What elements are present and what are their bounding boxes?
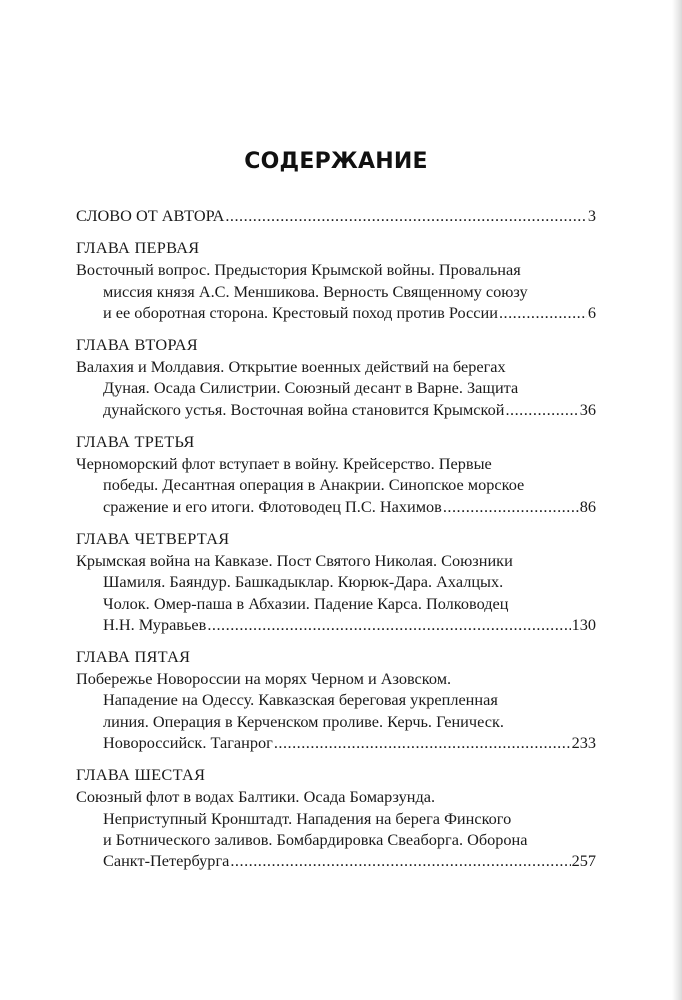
toc-chapter bbox=[76, 528, 596, 635]
chapter-description-line: Дуная. Осада Силистрии. Союзный десант в Варне. Защита bbox=[103, 378, 519, 398]
toc-entry-intro bbox=[76, 205, 596, 226]
chapter-description-line: Н.Н. Муравьев bbox=[103, 614, 207, 634]
table-of-contents bbox=[76, 205, 596, 872]
toc-page-number: 233 bbox=[571, 733, 596, 753]
chapter-description-line: Крымская война на Кавказе. Пост Святого Николая. Союзники bbox=[76, 550, 513, 570]
chapter-description-line: Санкт-Петербурга bbox=[103, 851, 230, 871]
chapter-heading: ГЛАВА ШЕСТАЯ bbox=[76, 765, 206, 785]
chapter-description-line: Шамиля. Баяндур. Башкадыклар. Кюрюк-Дара. Ахалцых. bbox=[103, 572, 504, 592]
chapter-last-line bbox=[76, 850, 596, 871]
toc-page-number: 36 bbox=[579, 399, 596, 419]
chapter-description-line: миссия князя А.С. Меншикова. Верность Священному союзу bbox=[103, 281, 528, 301]
chapter-description-line: Неприступный Кронштадт. Нападения на берега Финского bbox=[103, 808, 512, 828]
chapter-heading: ГЛАВА ВТОРАЯ bbox=[76, 335, 198, 355]
toc-page-number: 86 bbox=[579, 496, 596, 516]
chapter-heading: ГЛАВА ЧЕТВЕРТАЯ bbox=[76, 528, 230, 548]
dot-leader bbox=[505, 399, 578, 420]
chapter-description-line: Новороссийск. Таганрог bbox=[103, 733, 273, 753]
toc-page-number: 6 bbox=[587, 302, 596, 322]
chapter-description-line: линия. Операция в Керченском проливе. Керчь. Геническ. bbox=[103, 711, 504, 731]
chapter-description-line: Чолок. Омер-паша в Абхазии. Падение Карса. Полководец bbox=[103, 593, 509, 613]
chapter-last-line bbox=[76, 496, 596, 517]
chapter-description-line: Побережье Новороссии на морях Черном и Азовском. bbox=[76, 669, 452, 689]
chapter-description-line: и ее оборотная сторона. Крестовый поход против России bbox=[103, 302, 498, 322]
toc-chapter bbox=[76, 646, 596, 753]
chapter-description-line: сражение и его итоги. Флотоводец П.С. Нахимов bbox=[103, 496, 442, 516]
chapter-last-line bbox=[76, 302, 596, 323]
toc-page-number: 3 bbox=[587, 206, 596, 225]
toc-page-number: 130 bbox=[571, 614, 596, 634]
chapter-last-line bbox=[76, 399, 596, 420]
toc-chapter bbox=[76, 334, 596, 420]
dot-leader bbox=[499, 302, 587, 323]
page-edge-shadow bbox=[672, 0, 682, 1000]
page-title: СОДЕРЖАНИЕ bbox=[244, 149, 428, 174]
dot-leader bbox=[274, 732, 571, 753]
chapter-description-line: дунайского устья. Восточная война становится Крымской bbox=[103, 399, 505, 419]
chapter-last-line bbox=[76, 614, 596, 635]
chapter-last-line bbox=[76, 732, 596, 753]
chapter-description-line: Союзный флот в водах Балтики. Осада Бомарзунда. bbox=[76, 787, 436, 807]
chapter-heading: ГЛАВА ТРЕТЬЯ bbox=[76, 432, 195, 452]
chapter-description-line: Нападение на Одессу. Кавказская береговая укрепленная bbox=[103, 690, 498, 710]
toc-entry-label: СЛОВО ОТ АВТОРА bbox=[76, 206, 225, 225]
dot-leader bbox=[230, 850, 570, 871]
chapter-description-line: победы. Десантная операция в Анакрии. Синопское морское bbox=[103, 475, 525, 495]
toc-chapter bbox=[76, 237, 596, 323]
dot-leader bbox=[225, 205, 587, 226]
chapter-heading: ГЛАВА ПЯТАЯ bbox=[76, 647, 191, 667]
chapter-description-line: и Ботнического заливов. Бомбардировка Свеаборга. Оборона bbox=[103, 829, 528, 849]
dot-leader bbox=[443, 496, 579, 517]
chapter-heading: ГЛАВА ПЕРВАЯ bbox=[76, 238, 200, 258]
chapter-description-line: Восточный вопрос. Предыстория Крымской войны. Провальная bbox=[76, 260, 521, 280]
chapter-description-line: Валахия и Молдавия. Открытие военных действий на берегах bbox=[76, 357, 506, 377]
toc-chapter bbox=[76, 431, 596, 517]
chapter-description-line: Черноморский флот вступает в войну. Крейсерство. Первые bbox=[76, 454, 492, 474]
toc-page-number: 257 bbox=[571, 851, 596, 871]
toc-chapter bbox=[76, 764, 596, 871]
dot-leader bbox=[207, 614, 570, 635]
